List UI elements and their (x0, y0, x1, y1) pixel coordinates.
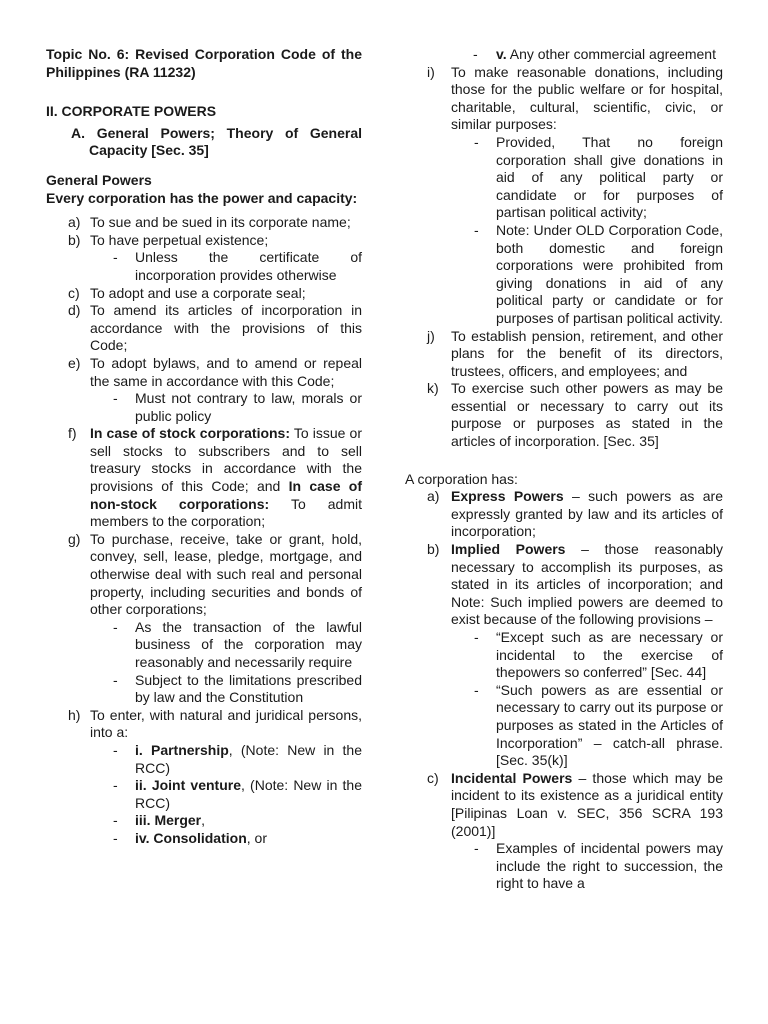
item-marker: h) (68, 706, 81, 723)
item-marker: j) (427, 327, 435, 344)
sub-item (90, 672, 362, 707)
item-marker: b) (68, 231, 81, 248)
sub-item-text: Unless the certificate of incorporation provides otherwise (135, 249, 362, 283)
subsection-marker: A. (71, 124, 85, 141)
sub-item (90, 249, 362, 284)
item-text: To adopt and use a corporate seal; (90, 284, 306, 301)
item-marker: c) (68, 284, 80, 301)
sub-item-bold: ii. Joint venture (135, 777, 241, 794)
sub-item (451, 629, 723, 682)
sub-item-text: , or (246, 829, 267, 846)
item-text: To issue or sell stocks to subscribers and to sell treasury stocks in accordance with the provisions of this Code; and (90, 425, 362, 495)
dash-marker: - (113, 249, 118, 266)
power-item-b (46, 232, 362, 285)
item-text: To enter, with natural and juridical persons, into a: (90, 706, 362, 741)
dash-marker: - (113, 829, 118, 846)
sub-item-text: Any other commercial agreement (506, 46, 716, 62)
item-bold-text: Incidental Powers (451, 769, 573, 786)
dash-marker: - (474, 221, 479, 238)
power-item-f (46, 425, 362, 531)
item-marker: i) (427, 63, 435, 80)
sub-item-text: , (Note: New in the RCC) (135, 741, 363, 776)
power-item-a (46, 214, 362, 232)
item-marker: c) (427, 769, 439, 786)
sub-item-text: Must not contrary to law, morals or public policy (135, 390, 362, 424)
power-item-h (46, 707, 362, 848)
sub-list (451, 134, 723, 328)
dash-marker: - (474, 629, 479, 645)
sub-item-text: , (Note: New in the RCC) (135, 777, 362, 811)
dash-marker: - (113, 777, 118, 794)
dash-marker: - (113, 812, 118, 829)
sub-item-text: Note: Under OLD Corporation Code, both domestic and foreign corporations were prohibited from giving donations in aid of any political party or candidate or for purposes of partisan political activity. (496, 221, 723, 326)
sub-item-text: Subject to the limitations prescribed by law and the Constitution (135, 671, 362, 706)
powers-list (46, 214, 362, 847)
sub-item-text: “Except such as are necessary or incidental to the exercise of thepowers so conferred” [Sec. 44] (496, 629, 723, 681)
sub-item (451, 840, 723, 893)
sub-item (90, 619, 362, 672)
item-marker: a) (68, 214, 81, 231)
power-item-e (46, 355, 362, 425)
power-item-k (405, 380, 723, 450)
item-text: To amend its articles of incorporation in accordance with the provisions of this Code; (90, 302, 362, 354)
item-marker: a) (427, 488, 440, 505)
item-bold-text: In case of non-stock corporations: (90, 478, 362, 512)
item-text: To exercise such other powers as may be essential or necessary to carry out its purpose or purposes as stated in the articles of incorporation. [Sec. 35] (451, 380, 723, 450)
power-item-c (46, 285, 362, 303)
item-text: – such powers as are expressly granted by law and its articles of incorporation; (451, 488, 723, 540)
sub-list (90, 619, 362, 707)
sub-item-text: “Such powers as are essential or necessary to carry out its purpose or purposes as stated in the Articles of Incorporation” – catch-all phrase. [Sec. 35(k)] (496, 681, 723, 769)
powers-list-continued (405, 64, 723, 451)
sub-item-bold: v. (496, 46, 507, 62)
sub-item-text: Provided, That no foreign corporation shall give donations in aid of any political party or candidate or for purposes of partisan political activity; (496, 133, 723, 221)
power-type-express (405, 488, 723, 541)
dash-marker: - (474, 681, 479, 698)
document-title: Topic No. 6: Revised Corporation Code of the Philippines (RA 11232) (46, 46, 362, 80)
general-powers-heading: General Powers (46, 171, 152, 188)
sub-list (90, 249, 362, 284)
sub-item-text: As the transaction of the lawful business of the corporation may reasonably and necessarily require (135, 618, 362, 670)
dash-marker: - (113, 671, 118, 688)
right-column (405, 46, 723, 893)
power-item-i (405, 64, 723, 328)
sub-list (90, 742, 362, 848)
item-marker: e) (68, 354, 81, 371)
item-bold-text: Express Powers (451, 488, 564, 505)
item-text: – those reasonably necessary to accomplish its purposes, as stated in its articles of incorporation; and Note: Such implied powers are deemed to exist because of the following provisions – (451, 541, 723, 628)
dash-marker: - (474, 840, 479, 857)
power-types-list (405, 488, 723, 893)
dash-marker: - (113, 741, 118, 758)
left-column (46, 46, 362, 848)
sub-item (451, 222, 723, 328)
item-marker: k) (427, 380, 439, 397)
item-text: To admit members to the corporation; (90, 495, 362, 530)
dash-marker: - (113, 618, 118, 635)
sub-item (90, 812, 362, 830)
sub-item (451, 134, 723, 222)
general-powers-intro: Every corporation has the power and capacity: (46, 189, 358, 206)
item-text: To adopt bylaws, and to amend or repeal the same in accordance with this Code; (90, 354, 362, 389)
power-item-j (405, 328, 723, 381)
sub-item-bold: i. Partnership (135, 741, 229, 758)
section-heading: II. CORPORATE POWERS (46, 103, 217, 120)
item-text: – those which may be incident to its existence as a juridical entity [Pilipinas Loan v. SEC, 356 SCRA 193 (2001)] (451, 769, 723, 839)
item-bold-text: In case of stock corporations: (90, 425, 291, 442)
sub-item (451, 682, 723, 770)
item-text: To have perpetual existence; (90, 231, 269, 248)
sub-item (90, 742, 362, 777)
sub-item (90, 390, 362, 425)
power-item-d (46, 302, 362, 355)
sub-item (90, 777, 362, 812)
item-text: To make reasonable donations, including those for the public welfare or for hospital, charitable, cultural, scientific, civic, or similar purposes: (451, 63, 723, 133)
sub-item-text: Examples of incidental powers may include the right to succession, the right to have a (496, 840, 723, 892)
subsection-text: General Powers; Theory of General Capacity [Sec. 35] (89, 124, 363, 159)
sub-item-continued (405, 46, 723, 64)
sub-list (90, 390, 362, 425)
dash-marker: - (473, 46, 478, 62)
item-text: To establish pension, retirement, and other plans for the benefit of its directors, trustees, officers, and employees; and (451, 327, 723, 379)
subsection-heading (46, 125, 362, 160)
dash-marker: - (113, 390, 118, 407)
sub-item-bold: iii. Merger (135, 812, 202, 829)
sub-item (90, 830, 362, 848)
sub-item-text: , (201, 812, 206, 829)
item-marker: b) (427, 541, 440, 558)
item-marker: f) (68, 425, 77, 442)
item-text: To sue and be sued in its corporate name; (90, 214, 351, 231)
item-bold-text: Implied Powers (451, 541, 566, 558)
sub-list (451, 629, 723, 770)
dash-marker: - (474, 133, 479, 150)
item-marker: d) (68, 302, 81, 319)
sub-list (451, 840, 723, 893)
power-type-incidental (405, 770, 723, 893)
item-marker: g) (68, 530, 81, 547)
power-item-g (46, 531, 362, 707)
item-text: To purchase, receive, take or grant, hold, convey, sell, lease, pledge, mortgage, and otherwise deal with such real and personal property, including securities and bonds of other corporations; (90, 530, 362, 618)
corporation-has-intro: A corporation has: (405, 470, 518, 487)
sub-item-bold: iv. Consolidation (135, 829, 247, 846)
power-type-implied (405, 541, 723, 770)
